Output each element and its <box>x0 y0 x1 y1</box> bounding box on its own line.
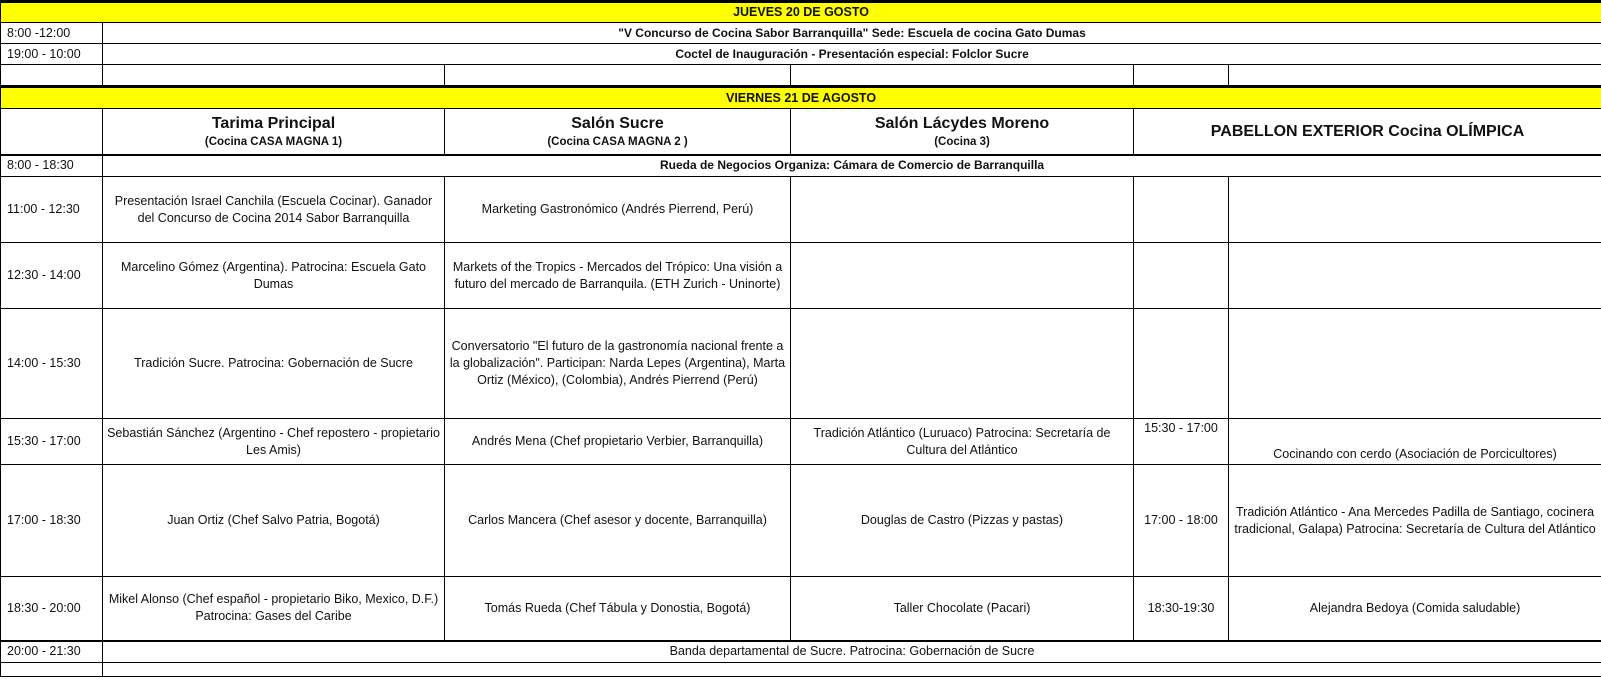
empty-cell <box>1 109 103 155</box>
rueda-event: Rueda de Negocios Organiza: Cámara de Comercio de Barranquilla <box>103 155 1601 177</box>
session-exterior: Cocinando con cerdo (Asociación de Porcicultores) <box>1229 419 1601 465</box>
empty-cell <box>1 65 103 87</box>
empty-cell <box>1229 65 1601 87</box>
closing-event: Banda departamental de Sucre. Patrocina: Gobernación de Sucre <box>103 641 1601 663</box>
session-tarima: Mikel Alonso (Chef español - propietario Biko, Mexico, D.F.) Patrocina: Gases del Caribe <box>103 577 445 641</box>
closing-time: 20:00 - 21:30 <box>1 641 103 663</box>
empty-cell <box>103 663 1601 677</box>
day1-header-row <box>1 2 1601 23</box>
session-lacydes <box>791 243 1134 309</box>
session-ext-time <box>1134 177 1229 243</box>
day1-time: 19:00 - 10:00 <box>1 44 103 65</box>
session-row <box>1 465 1601 577</box>
day2-header-row <box>1 87 1601 109</box>
day1-header: JUEVES 20 DE GOSTO <box>1 2 1601 23</box>
session-lacydes <box>791 177 1134 243</box>
session-sucre: Carlos Mancera (Chef asesor y docente, Barranquilla) <box>445 465 791 577</box>
session-ext-time: 15:30 - 17:00 <box>1134 419 1229 465</box>
day1-event: "V Concurso de Cocina Sabor Barranquilla" Sede: Escuela de cocina Gato Dumas <box>103 23 1601 44</box>
session-time: 11:00 - 12:30 <box>1 177 103 243</box>
session-row <box>1 177 1601 243</box>
day1-row <box>1 44 1601 65</box>
venue-sub: (Cocina CASA MAGNA 1) <box>204 135 343 148</box>
rueda-row <box>1 155 1601 177</box>
session-tarima: Presentación Israel Canchila (Escuela Cocinar). Ganador del Concurso de Cocina 2014 Sabor Barranquilla <box>103 177 445 243</box>
venue-sub: (Cocina CASA MAGNA 2 ) <box>547 135 688 148</box>
session-ext-time: 17:00 - 18:00 <box>1134 465 1229 577</box>
rueda-time: 8:00 - 18:30 <box>1 155 103 177</box>
venues-row <box>1 109 1601 155</box>
session-lacydes: Douglas de Castro (Pizzas y pastas) <box>791 465 1134 577</box>
empty-row <box>1 663 1601 677</box>
session-sucre: Tomás Rueda (Chef Tábula y Donostia, Bogotá) <box>445 577 791 641</box>
empty-cell <box>1134 65 1229 87</box>
session-sucre: Markets of the Tropics - Mercados del Trópico: Una visión a futuro del mercado de Barranquila. (ETH Zurich - Uninorte) <box>445 243 791 309</box>
session-time: 12:30 - 14:00 <box>1 243 103 309</box>
session-time: 15:30 - 17:00 <box>1 419 103 465</box>
session-tarima: Marcelino Gómez (Argentina). Patrocina: Escuela Gato Dumas <box>103 243 445 309</box>
empty-cell <box>791 65 1134 87</box>
session-tarima: Juan Ortiz (Chef Salvo Patria, Bogotá) <box>103 465 445 577</box>
day2-header: VIERNES 21 DE AGOSTO <box>1 87 1601 109</box>
day1-row <box>1 23 1601 44</box>
session-ext-time: 18:30-19:30 <box>1134 577 1229 641</box>
day1-time: 8:00 -12:00 <box>1 23 103 44</box>
session-tarima: Tradición Sucre. Patrocina: Gobernación de Sucre <box>103 309 445 419</box>
day1-event: Coctel de Inauguración - Presentación especial: Folclor Sucre <box>103 44 1601 65</box>
session-exterior <box>1229 309 1601 419</box>
session-exterior <box>1229 243 1601 309</box>
session-exterior: Tradición Atlántico - Ana Mercedes Padilla de Santiago, cocinera tradicional, Galapa) Patrocina: Secretaría de Cultura del Atlántico <box>1229 465 1601 577</box>
session-ext-time <box>1134 243 1229 309</box>
session-ext-time <box>1134 309 1229 419</box>
venue-tarima <box>103 109 445 155</box>
empty-cell <box>1 663 103 677</box>
venue-name: Tarima Principal <box>211 114 336 132</box>
session-exterior <box>1229 177 1601 243</box>
venue-exterior: PABELLON EXTERIOR Cocina OLÍMPICA <box>1134 109 1601 155</box>
empty-cell <box>445 65 791 87</box>
session-sucre: Marketing Gastronómico (Andrés Pierrend, Perú) <box>445 177 791 243</box>
session-row <box>1 419 1601 465</box>
session-lacydes: Taller Chocolate (Pacari) <box>791 577 1134 641</box>
venue-sub: (Cocina 3) <box>934 135 990 148</box>
session-lacydes <box>791 309 1134 419</box>
closing-row <box>1 641 1601 663</box>
session-tarima: Sebastián Sánchez (Argentino - Chef repostero - propietario Les Amis) <box>103 419 445 465</box>
session-time: 18:30 - 20:00 <box>1 577 103 641</box>
session-exterior: Alejandra Bedoya (Comida saludable) <box>1229 577 1601 641</box>
session-row <box>1 577 1601 641</box>
venue-name: Salón Sucre <box>571 114 664 132</box>
venue-name: Salón Lácydes Moreno <box>874 114 1050 132</box>
empty-row <box>1 65 1601 87</box>
session-sucre: Andrés Mena (Chef propietario Verbier, Barranquilla) <box>445 419 791 465</box>
session-time: 17:00 - 18:30 <box>1 465 103 577</box>
session-row <box>1 243 1601 309</box>
session-lacydes: Tradición Atlántico (Luruaco) Patrocina: Secretaría de Cultura del Atlántico <box>791 419 1134 465</box>
session-time: 14:00 - 15:30 <box>1 309 103 419</box>
session-sucre: Conversatorio "El futuro de la gastronomía nacional frente a la globalización". Participan: Narda Lepes (Argentina), Marta Ortiz (México), (Colombia), Andrés Pierrend (Perú) <box>445 309 791 419</box>
session-row <box>1 309 1601 419</box>
venue-sucre <box>445 109 791 155</box>
venue-lacydes <box>791 109 1134 155</box>
empty-cell <box>103 65 445 87</box>
